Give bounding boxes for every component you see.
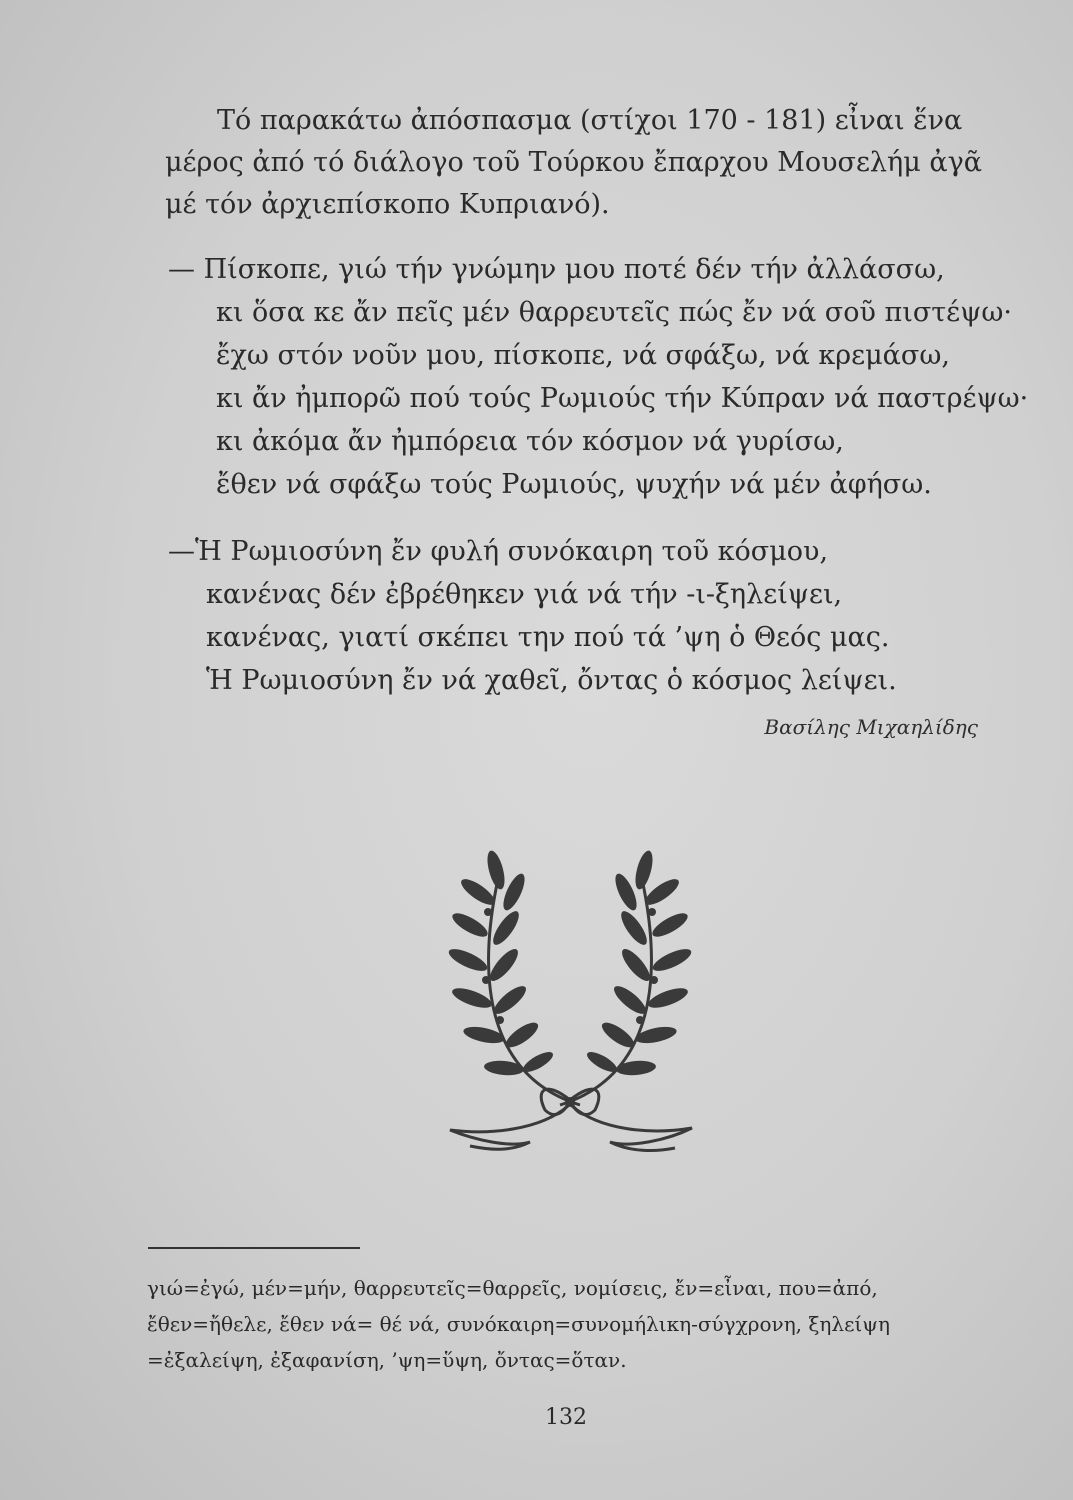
verse-2-line-2: κανένας δέν ἐβρέθηκεν γιά νά τήν -ι-ξηλείψει, bbox=[206, 579, 843, 610]
verse-1-line-4: κι ἄν ἠμπορῶ πού τούς Ρωμιούς τήν Κύπραν νά παστρέψω· bbox=[216, 383, 1029, 414]
laurel-wreath-icon bbox=[430, 830, 710, 1160]
footnote-divider bbox=[148, 1247, 360, 1249]
verse-1-line-2: κι ὅσα κε ἄν πεῖς μέν θαρρευτεῖς πώς ἔν νά σοῦ πιστέψω· bbox=[216, 297, 1012, 328]
intro-line-3: μέ τόν ἀρχιεπίσκοπο Κυπριανό). bbox=[165, 189, 610, 220]
footnotes bbox=[147, 1270, 890, 1378]
verse-1-line-1: — Πίσκοπε, γιώ τήν γνώμην μου ποτέ δέν τήν ἀλλάσσω, bbox=[168, 254, 945, 285]
verse-1-line-5: κι ἀκόμα ἄν ἠμπόρεια τόν κόσμον νά γυρίσω, bbox=[216, 426, 844, 457]
verse-1-line-6: ἔθεν νά σφάξω τούς Ρωμιούς, ψυχήν νά μέν ἀφήσω. bbox=[216, 469, 932, 500]
intro-line-2: μέρος ἀπό τό διάλογο τοῦ Τούρκου ἔπαρχου Μουσελήμ ἀγᾶ bbox=[165, 147, 982, 178]
intro-paragraph bbox=[165, 100, 982, 226]
verse-1-line-3: ἔχω στόν νοῦν μου, πίσκοπε, νά σφάξω, νά κρεμάσω, bbox=[216, 340, 950, 371]
verse-2-line-3: κανένας, γιατί σκέπει την πού τά ’ψη ὁ Θεός μας. bbox=[206, 622, 890, 653]
footnote-line-3: =ἐξαλείψη, ἐξαφανίση, ’ψη=ὕψη, ὄντας=ὅταν. bbox=[147, 1348, 627, 1372]
intro-line-1: Τό παρακάτω ἀπόσπασμα (στίχοι 170 - 181) εἶναι ἕνα bbox=[217, 105, 963, 136]
verse-stanza-2 bbox=[168, 530, 897, 702]
verse-2-line-4: Ἡ Ρωμιοσύνη ἔν νά χαθεῖ, ὄντας ὁ κόσμος λείψει. bbox=[206, 665, 897, 696]
verse-2-line-1: —Ἡ Ρωμιοσύνη ἔν φυλή συνόκαιρη τοῦ κόσμου, bbox=[168, 536, 829, 567]
page-number: 132 bbox=[545, 1405, 587, 1430]
verse-stanza-1 bbox=[168, 248, 1028, 506]
author-signature: Βασίλης Μιχαηλίδης bbox=[764, 715, 978, 739]
footnote-line-1: γιώ=ἐγώ, μέν=μήν, θαρρευτεῖς=θαρρεῖς, νομίσεις, ἔν=εἶναι, που=ἀπό, bbox=[147, 1276, 878, 1300]
footnote-line-2: ἔθεν=ἤθελε, ἔθεν νά= θέ νά, συνόκαιρη=συνομήλικη-σύγχρονη, ξηλείψη bbox=[147, 1312, 890, 1336]
